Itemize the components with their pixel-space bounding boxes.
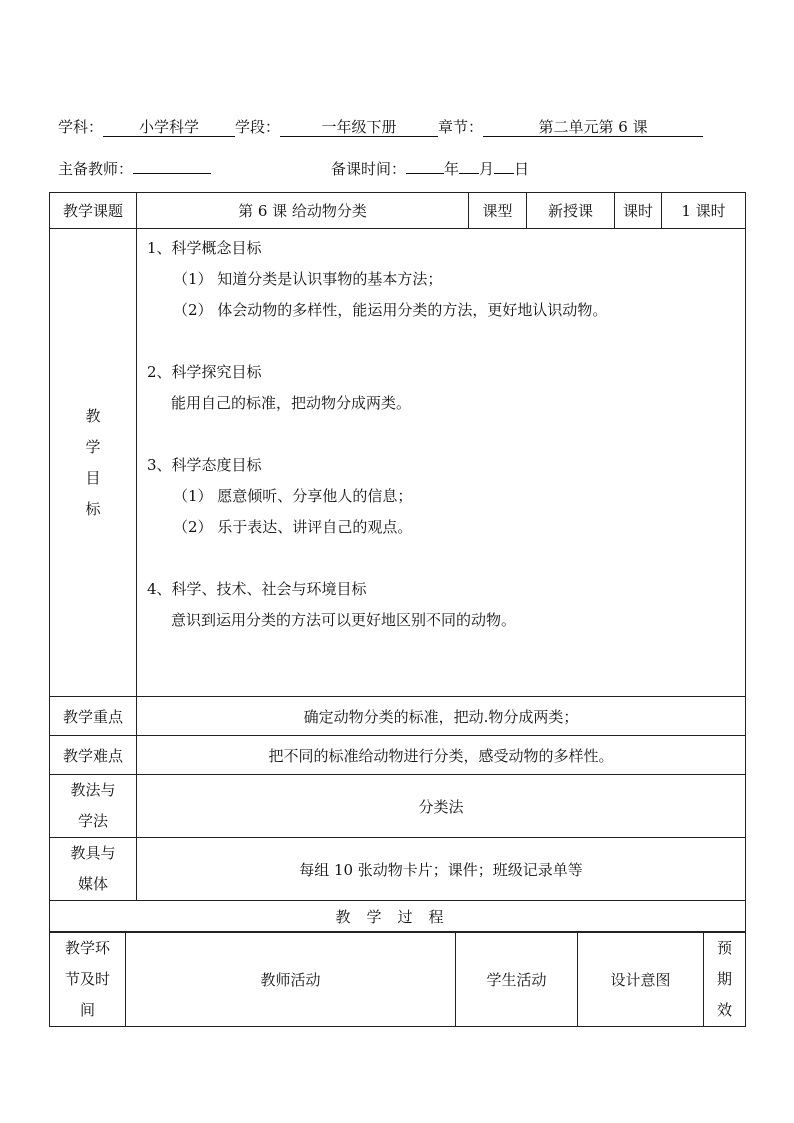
attitude-title: 3、科学态度目标 [147,456,262,474]
lesson-plan-table [49,192,746,932]
concept-title: 1、科学概念目标 [147,239,262,257]
concept-item: （2） 体会动物的多样性，能运用分类的方法，更好地认识动物。 [173,301,608,319]
process-title: 教学过程 [50,901,746,932]
year-suffix: 年 [444,160,460,178]
inquiry-title: 2、科学探究目标 [147,363,262,381]
difficult-value: 把不同的标准给动物进行分类，感受动物的多样性。 [137,736,746,775]
key-row [50,697,746,736]
tools-row [50,838,746,901]
method-label-line: 学法 [77,812,108,830]
objectives-label-char: 学 [85,437,101,456]
process-title-row [50,901,746,932]
expected-effect-header [704,933,746,1027]
objectives-label-char: 教 [85,406,101,425]
subject-value: 小学科学 [103,118,235,137]
objectives-label-char: 目 [85,468,101,487]
key-label: 教学重点 [50,697,137,736]
expected-line: 预 [716,939,732,957]
month-suffix: 月 [479,160,495,178]
attitude-item: （1） 愿意倾听、分享他人的信息； [173,487,413,505]
process-header-table [49,932,746,1027]
hours-value: 1 课时 [662,193,746,229]
design-intent-header: 设计意图 [578,933,704,1027]
subject-label: 学科： [58,118,104,136]
sts-text: 意识到运用分类的方法可以更好地区别不同的动物。 [171,611,517,629]
teacher-label: 主备教师： [58,160,134,178]
topic-value: 第 6 课 给动物分类 [137,193,469,229]
objectives-label [50,229,137,697]
chapter-label: 章节： [438,118,484,136]
objectives-label-char: 标 [85,499,101,518]
type-label: 课型 [469,193,527,229]
info-row [50,193,746,229]
teacher-activity-header: 教师活动 [126,933,456,1027]
date-label: 备课时间： [331,160,407,178]
teacher-value [133,173,211,174]
concept-item: （1） 知道分类是认识事物的基本方法； [173,270,443,288]
method-label-line: 教法与 [70,781,116,799]
tools-label-line: 教具与 [70,844,116,862]
stage-label: 学段： [235,118,281,136]
day-blank [494,173,514,174]
expected-line: 效 [716,1001,732,1019]
method-row [50,775,746,838]
key-value: 确定动物分类的标准，把动.物分成两类； [137,697,746,736]
attitude-item: （2） 乐于表达、讲评自己的观点。 [173,518,413,536]
stage-value: 一年级下册 [280,118,438,137]
objectives-content [137,229,746,697]
month-blank [459,173,479,174]
type-value: 新授课 [527,193,615,229]
stage-time-line: 间 [79,1001,95,1019]
chapter-value: 第二单元第 6 课 [483,118,703,137]
tools-label-line: 媒体 [77,875,108,893]
difficult-label: 教学难点 [50,736,137,775]
method-value: 分类法 [137,775,746,838]
stage-time-label [50,933,126,1027]
header-line-2 [58,160,529,178]
tools-value: 每组 10 张动物卡片；课件；班级记录单等 [137,838,746,901]
day-suffix: 日 [514,160,530,178]
year-blank [406,173,444,174]
inquiry-text: 能用自己的标准，把动物分成两类。 [171,394,412,412]
hours-label: 课时 [615,193,662,229]
topic-label: 教学课题 [50,193,137,229]
method-label [50,775,137,838]
process-header-row [50,933,746,1027]
sts-title: 4、科学、技术、社会与环境目标 [147,580,367,598]
difficult-row [50,736,746,775]
tools-label [50,838,137,901]
expected-line: 期 [716,970,732,988]
stage-time-line: 教学环 [64,939,110,957]
header-line-1 [58,118,703,137]
objectives-row [50,229,746,697]
stage-time-line: 节及时 [64,970,110,988]
student-activity-header: 学生活动 [456,933,578,1027]
